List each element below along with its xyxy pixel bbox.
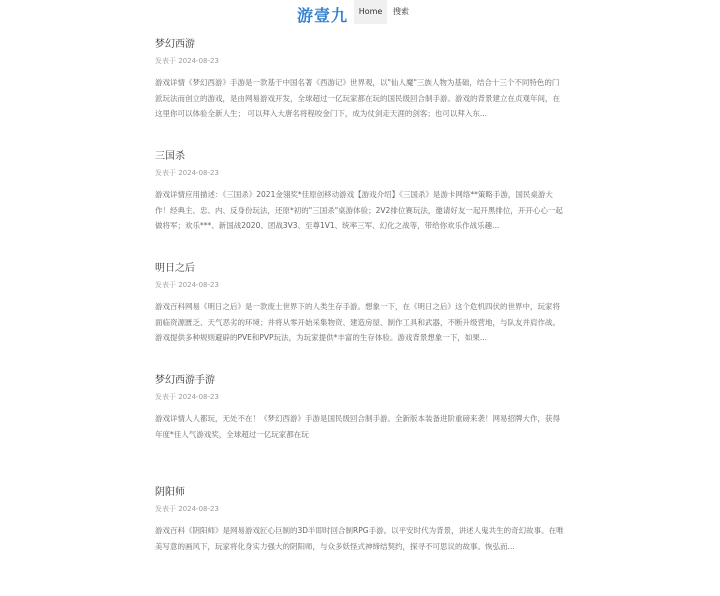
post-item (155, 148, 565, 260)
site-title-link[interactable]: 游壹九 (297, 6, 349, 25)
nav-home-link[interactable]: Home (354, 0, 387, 24)
post-item (155, 372, 565, 484)
post-excerpt: 游戏百科网易《明日之后》是一款废土世界下的人类生存手游。想象一下，在《明日之后》这个危机四伏的世界中，玩家将面临资源匮乏、天气恶劣的环境；并将从零开始采集物资、建造房屋、制作工具和武器，不断升级营地，与队友并肩作战。游戏提供多种规则避辟的PVE和PVP玩法，为玩家提供*丰富的生存体验。游戏背景想象一下，如果... (155, 302, 560, 342)
post-title-link[interactable]: 三国杀 (155, 151, 185, 162)
post-item (155, 260, 565, 372)
post-date: 发表于 2024-08-23 (155, 281, 219, 289)
top-nav-bar (0, 0, 720, 30)
post-item (155, 484, 565, 596)
post-title-link[interactable]: 梦幻西游手游 (155, 375, 215, 386)
post-excerpt: 游戏详情应用描述：《三国杀》2021金翎奖*佳原创移动游戏【游戏介绍】《三国杀》是游卡网络**策略手游，国民桌游大作！经典主、忠、内、反身份玩法，还原*初的"三国杀"桌游体验；2V2排位赛玩法，邀请好友一起开黑排位，开开心心一起做将军；欢乐***、新国战2020、团战3V3、至尊1V1、统率三军、幻化之战等，带给你欢乐作战乐趣... (155, 190, 563, 230)
post-list (155, 36, 565, 596)
post-date: 发表于 2024-08-23 (155, 57, 219, 65)
post-excerpt: 游戏详情《梦幻西游》手游是一款基于中国名著《西游记》世界观，以"仙人魔"三族人物为基础，结合十三个不同特色的门派玩法而创立的游戏，是由网易游戏开发，全球超过一亿玩家都在玩的国民级回合制手游。游戏的背景建立在贞观年间，在这里你可以体验全新人生； 可以拜入大唐名将程咬金门下，成为仗剑走天涯的剑客；也可以拜入东... (155, 78, 560, 118)
post-date: 发表于 2024-08-23 (155, 393, 219, 401)
post-excerpt: 游戏详情人人都玩，无处不在！《梦幻西游》手游是国民级回合制手游。全新版本装备进阶重磅来袭！网易招牌大作，获得年度*佳人气游戏奖，全球超过一亿玩家都在玩 (155, 414, 560, 439)
post-title-link[interactable]: 阴阳师 (155, 487, 185, 498)
post-title-link[interactable]: 明日之后 (155, 263, 195, 274)
post-date: 发表于 2024-08-23 (155, 169, 219, 177)
nav-search-link[interactable]: 搜索 (393, 7, 409, 16)
post-excerpt: 游戏百科《阴阳师》是网易游戏匠心巨制的3D半即时回合制RPG手游。以平安时代为背景，讲述人鬼共生的奇幻故事。在唯美写意的画风下，玩家将化身实力强大的阴阳师，与众多妖怪式神缔结契约，探寻不可思议的故事。恢弘而... (155, 526, 564, 551)
post-date: 发表于 2024-08-23 (155, 505, 219, 513)
post-title-link[interactable]: 梦幻西游 (155, 39, 195, 50)
post-item (155, 36, 565, 148)
